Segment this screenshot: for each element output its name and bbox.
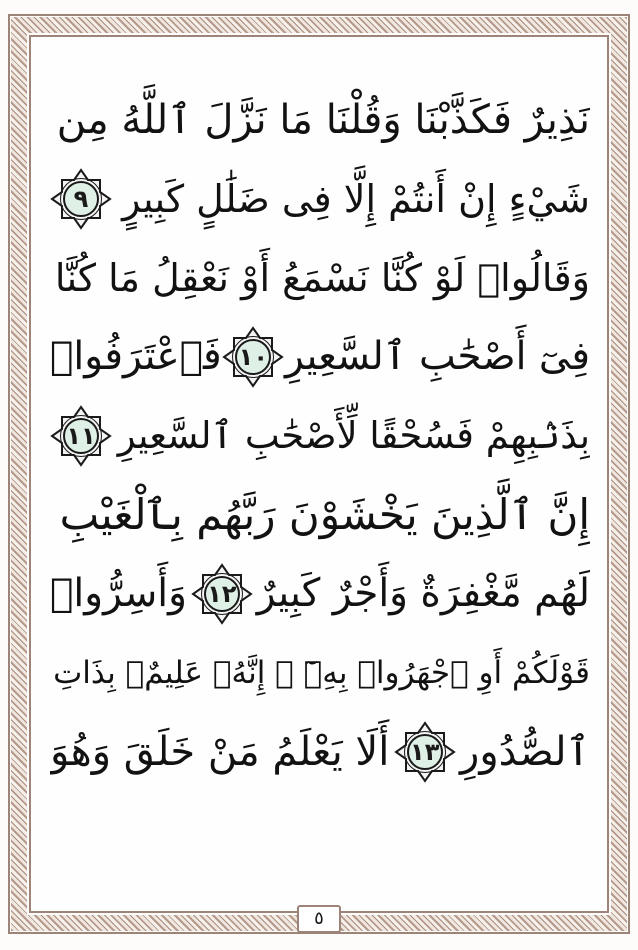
ayah-number: ١٢ bbox=[207, 579, 237, 608]
ayah-end-marker-icon bbox=[191, 563, 253, 625]
line-text: إِنَّ ٱلَّذِينَ يَخْشَوْنَ رَبَّهُم بِٱلْغَيْبِ bbox=[59, 490, 590, 539]
text-line-2 bbox=[50, 159, 590, 238]
line-text: قَوْلَكُمْ أَوِ ٱجْهَرُوا۟ بِهِۦٓ ۖ إِنَّهُۥ عَلِيمٌۢ بِذَاتِ bbox=[53, 654, 590, 691]
ayah-number: ١٣ bbox=[410, 737, 440, 766]
line-text: نَذِيرٌ فَكَذَّبْنَا وَقُلْنَا مَا نَزَّلَ ٱللَّهُ مِن bbox=[56, 96, 590, 143]
line-text: لَهُم مَّغْفِرَةٌ وَأَجْرٌ كَبِيرٌ bbox=[256, 571, 590, 616]
line-text: فَٱعْتَرَفُوا۟ bbox=[50, 334, 222, 379]
line-text: شَيْءٍ إِنْ أَنتُمْ إِلَّا فِى ضَلَٰلٍ كَبِيرٍ bbox=[122, 176, 590, 221]
text-line-1 bbox=[50, 80, 590, 159]
ayah-end-marker-icon bbox=[222, 326, 284, 388]
line-text: وَقَالُوا۟ لَوْ كُنَّا نَسْمَعُ أَوْ نَعْقِلُ مَا كُنَّا bbox=[54, 255, 590, 300]
text-line-8 bbox=[50, 633, 590, 712]
line-text: وَأَسِرُّوا۟ bbox=[50, 571, 187, 616]
ayah-end-marker-icon bbox=[50, 168, 112, 230]
ayah-end-marker-icon bbox=[394, 721, 456, 783]
line-text: بِذَنۢبِهِمْ فَسُحْقًا لِّأَصْحَٰبِ ٱلسَّعِيرِ bbox=[117, 414, 590, 457]
ayah-end-marker-icon bbox=[50, 405, 112, 467]
text-line-5 bbox=[50, 396, 590, 475]
page-number: ٥ bbox=[297, 905, 341, 933]
text-line-3 bbox=[50, 238, 590, 317]
line-text: ٱلصُّدُورِ bbox=[460, 728, 590, 775]
text-line-4 bbox=[50, 317, 590, 396]
quran-text-block bbox=[50, 80, 590, 791]
line-text: فِىٓ أَصْحَٰبِ ٱلسَّعِيرِ bbox=[285, 334, 590, 379]
text-line-6 bbox=[50, 475, 590, 554]
ayah-number: ٩ bbox=[73, 184, 89, 213]
line-text: أَلَا يَعْلَمُ مَنْ خَلَقَ وَهُوَ bbox=[50, 728, 390, 775]
text-line-9 bbox=[50, 712, 590, 791]
ayah-number: ١٠ bbox=[238, 342, 268, 371]
text-line-7 bbox=[50, 554, 590, 633]
ayah-number: ١١ bbox=[66, 421, 96, 450]
